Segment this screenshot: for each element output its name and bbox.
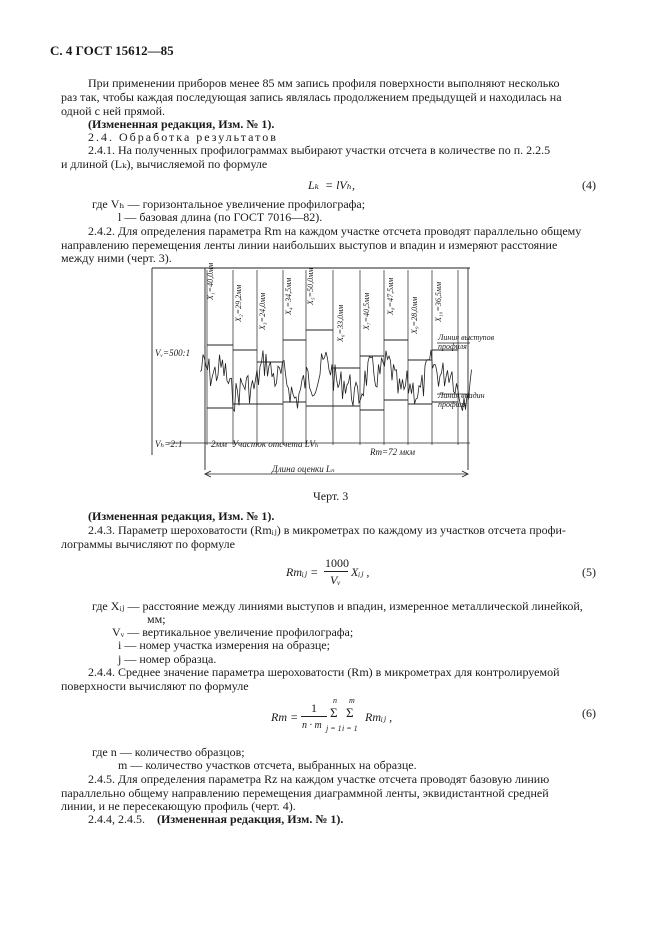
sum2-bottom: i = 1	[342, 724, 358, 733]
definition-line: где Vₕ — горизонтальное увеличение профилографа;	[92, 197, 366, 211]
formula-6-lhs: Rm =	[271, 710, 299, 724]
edit-note: (Измененная редакция, Изм. № 1).	[88, 509, 275, 523]
horizontal-magnification-label: Vₕ=2:1	[155, 439, 183, 449]
sum2-top: m	[349, 696, 355, 705]
definition-line: i — номер участка измерения на образце;	[118, 638, 330, 652]
two-mm-label: 2мм	[211, 439, 227, 449]
paragraph-line: 2.4.5. Для определения параметра Rz на каждом участке отсчета проводят базовую линию	[88, 772, 550, 786]
page-header: С. 4 ГОСТ 15612—85	[50, 43, 174, 58]
formula-6-numerator: 1	[311, 701, 317, 715]
paragraph-line: поверхности вычисляют по формуле	[61, 679, 249, 693]
formula-number: (5)	[582, 565, 596, 579]
paragraph-line: 2.4.1. На полученных профилограммах выбирают участки отсчета в количестве по п. 2.2.5	[88, 143, 551, 157]
paragraph-line: лограммы вычисляют по формуле	[61, 537, 235, 551]
x-label: X₈=47,5мм	[386, 277, 395, 315]
evaluation-length-label: Длина оценки Lₙ	[272, 464, 335, 474]
x-label: X₁₀=36,5мм	[434, 281, 443, 322]
paragraph-line: параллельно общему направлению перемещения диаграммной ленты, эквидистантной средней	[61, 786, 549, 800]
x-label: X₁=40,0мм	[206, 262, 215, 300]
definition-line: l — базовая длина (по ГОСТ 7016—82).	[118, 210, 323, 224]
definition-line: j — номер образца.	[118, 652, 217, 666]
formula-number: (6)	[582, 706, 596, 720]
paragraph-line: направлению перемещения ленты линии наибольших выступов и впадин и измеряют расстояние	[61, 238, 558, 252]
fraction-bar	[324, 571, 348, 572]
x-label: X₅=50,0мм	[306, 267, 315, 305]
definition-line: где Xᵢⱼ — расстояние между линиями выступов и впадин, измеренное металлической линейкой,	[92, 599, 583, 613]
paragraph-line: между ними (черт. 3).	[61, 251, 172, 265]
paragraph-line: 2.4.2. Для определения параметра Rm на каждом участке отсчета проводят параллельно общему	[88, 224, 582, 238]
edit-note-prefix: 2.4.4, 2.4.5.	[88, 812, 145, 826]
paragraph-line: 2.4.3. Параметр шероховатости (Rmᵢⱼ) в микрометрах по каждому из участков отсчета профи-	[88, 523, 566, 537]
formula-6-denominator: n · m	[302, 720, 322, 731]
sum1-bottom: j = 1	[326, 724, 342, 733]
x-label: X₆=33,0мм	[336, 304, 345, 342]
definition-line: m — количество участков отсчета, выбранных на образце.	[118, 758, 417, 772]
segment-label: Участок отсчета LVₕ	[232, 439, 319, 449]
formula-5-lhs: Rmᵢⱼ =	[286, 565, 319, 579]
valleys-line-label: Линия впадин профиля	[438, 391, 485, 409]
vertical-magnification-label: Vᵥ=500:1	[155, 348, 191, 358]
figure-caption: Черт. 3	[313, 489, 349, 503]
paragraph-line: раз так, чтобы каждая последующая запись являлась продолжением предыдущей и находилась на	[61, 90, 562, 104]
fraction-bar	[301, 716, 327, 717]
formula-5-numerator: 1000	[325, 556, 349, 570]
edit-note: (Измененная редакция, Изм. № 1).	[88, 117, 275, 131]
formula-6-rhs: Rmᵢⱼ ,	[365, 710, 393, 724]
x-label: X₉=28,0мм	[410, 296, 419, 334]
formula-4-rhs: = lVₕ,	[325, 178, 355, 192]
x-label: X₃=24,0мм	[258, 292, 267, 330]
paragraph-line: При применении приборов менее 85 мм запись профиля поверхности выполняют несколько	[88, 76, 560, 90]
formula-5-denominator: Vᵥ	[330, 573, 341, 587]
paragraph-line: 2.4.4. Среднее значение параметра шероховатости (Rm) в микрометрах для контролируемой	[88, 665, 560, 679]
definition-line: мм;	[147, 612, 166, 626]
formula-4-lhs: Lₖ	[308, 178, 320, 192]
x-label: X₄=34,5мм	[284, 277, 293, 315]
sum1-sigma: Σ	[330, 705, 338, 720]
x-label: X₇=40,5мм	[362, 292, 371, 330]
formula-number: (4)	[582, 178, 596, 192]
definition-line: Vᵥ — вертикальное увеличение профилографа;	[112, 625, 354, 639]
sum2-sigma: Σ	[346, 705, 354, 720]
x-label: X₂=29,2мм	[234, 284, 243, 322]
formula-5-rhs: Xᵢⱼ ,	[351, 565, 370, 579]
rm-label: Rm=72 мкм	[370, 447, 416, 457]
paragraph-line: линии, и не пересекающую профиль (черт. 4).	[61, 799, 296, 813]
paragraph-line: и длиной (Lₖ), вычисляемой по формуле	[61, 157, 268, 171]
sum1-top: n	[333, 696, 337, 705]
section-heading: 2.4. Обработка результатов	[88, 130, 278, 144]
definition-line: где n — количество образцов;	[92, 745, 245, 759]
peaks-line-label: Линия выступов профиля	[438, 333, 495, 351]
edit-note: (Измененная редакция, Изм. № 1).	[157, 812, 344, 826]
paragraph-line: одной с ней прямой.	[61, 104, 166, 118]
